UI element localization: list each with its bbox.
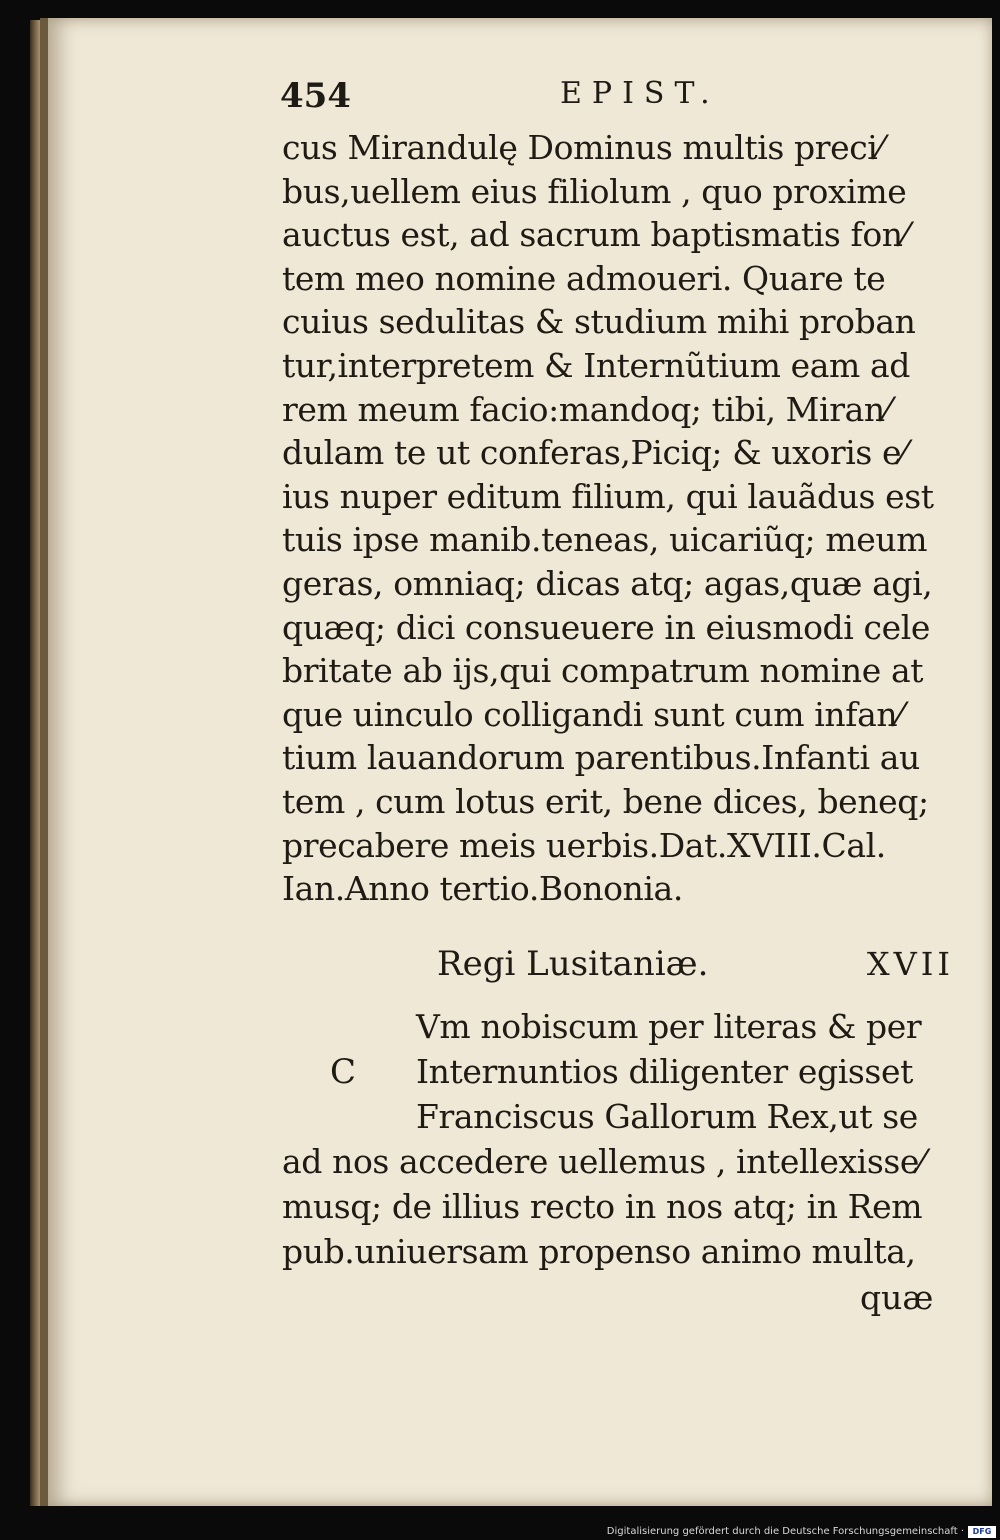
text-line: ius nuper editum filium, qui lauãdus est <box>282 476 934 516</box>
text-line: tem , cum lotus erit, bene dices, beneq; <box>282 781 929 821</box>
letter-addressee: Regi Lusitaniæ. <box>437 944 709 984</box>
text-line: cuius sedulitas & studium mihi proban <box>282 302 916 342</box>
text-line: rem meum facio:mandoq; tibi, Miran⁄ <box>282 389 890 429</box>
running-head <box>280 76 940 116</box>
text-line: tur,interpretem & Internũtium eam ad <box>282 345 910 385</box>
text-line: pub.uniuersam propenso animo multa, <box>282 1232 916 1271</box>
letter-heading <box>282 940 954 988</box>
text-line: que uinculo colligandi sunt cum infan⁄ <box>282 694 903 734</box>
letter-number: XVII <box>866 945 954 983</box>
text-line: musq; de illius recto in nos atq; in Rem <box>282 1187 923 1226</box>
footer-bar <box>0 1524 1000 1540</box>
text-line: cus Mirandulę Dominus multis preci⁄ <box>282 128 883 167</box>
text-line: dulam te ut conferas,Piciq; & uxoris e⁄ <box>282 433 907 473</box>
text-line: precabere meis uerbis.Dat.XVIII.Cal. <box>282 825 886 865</box>
letter-continuation-text <box>282 126 954 911</box>
text-line: Internuntios diligenter egisset <box>416 1052 913 1091</box>
initial-letter: C <box>330 1052 357 1092</box>
text-line: Vm nobiscum per literas & per <box>416 1007 922 1046</box>
running-title: EPIST. <box>560 76 720 111</box>
page-number: 454 <box>280 76 351 116</box>
text-line: Ian.Anno tertio.Bononia. <box>282 869 683 909</box>
text-line: auctus est, ad sacrum baptismatis fon⁄ <box>282 215 908 255</box>
text-line: quæq; dici consueuere in eiusmodi cele <box>282 607 931 647</box>
catchword: quæ <box>860 1278 934 1317</box>
digitization-credit: Digitalisierung gefördert durch die Deutsche Forschungsgemeinschaft · <box>606 1526 964 1537</box>
text-line: bus,uellem eius filiolum , quo proxime <box>282 171 907 211</box>
text-line: britate ab ijs,qui compatrum nomine at <box>282 651 924 691</box>
text-line: tium lauandorum parentibus.Infanti au <box>282 738 920 778</box>
text-line: tem meo nomine admoueri. Quare te <box>282 258 886 298</box>
text-line: geras, omniaq; dicas atq; agas,quæ agi, <box>282 563 933 603</box>
dfg-logo-icon: DFG <box>968 1526 996 1538</box>
text-line: ad nos accedere uellemus , intellexisse⁄ <box>282 1142 925 1181</box>
letter-text <box>282 1004 954 1274</box>
text-line: tuis ipse manib.teneas, uicariũq; meum <box>282 520 928 560</box>
text-line: Franciscus Gallorum Rex,ut se <box>416 1097 918 1136</box>
